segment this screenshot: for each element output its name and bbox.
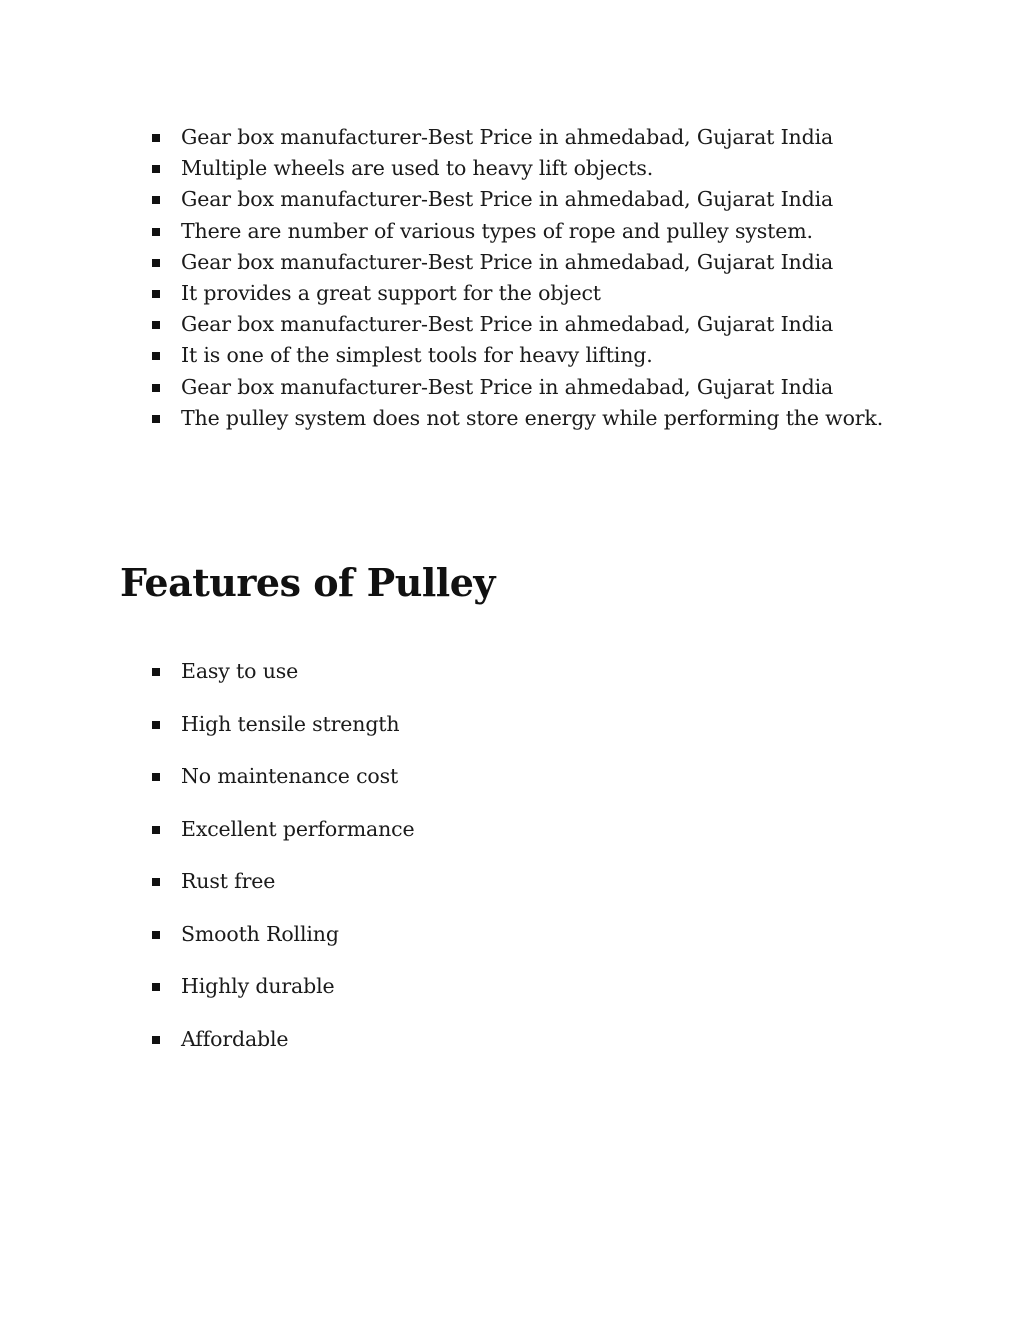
list-item-text: Gear box manufacturer-Best Price in ahmedabad, Gujarat India (181, 312, 834, 337)
square-bullet-icon (152, 352, 160, 360)
square-bullet-icon (152, 290, 160, 298)
feature-item (150, 919, 906, 950)
feature-item (150, 656, 906, 687)
square-bullet-icon (152, 228, 160, 236)
list-item-text: There are number of various types of rope and pulley system. (181, 218, 813, 243)
square-bullet-icon (152, 415, 160, 423)
intro-bullet-list (150, 122, 906, 434)
square-bullet-icon (152, 134, 160, 142)
feature-item (150, 761, 906, 792)
list-item-text: Gear box manufacturer-Best Price in ahmedabad, Gujarat India (181, 125, 834, 149)
feature-item (150, 971, 906, 1002)
feature-item-text: Highly durable (181, 974, 335, 998)
list-item-text: Gear box manufacturer-Best Price in ahmedabad, Gujarat India (181, 249, 834, 274)
list-item (150, 278, 906, 309)
square-bullet-icon (152, 196, 160, 204)
list-item-text: It is one of the simplest tools for heavy lifting. (181, 343, 653, 368)
list-item-text: Multiple wheels are used to heavy lift objects. (181, 156, 654, 181)
feature-item (150, 1024, 906, 1055)
square-bullet-icon (152, 321, 160, 329)
list-item-text: Gear box manufacturer-Best Price in ahmedabad, Gujarat India (181, 187, 834, 212)
square-bullet-icon (152, 165, 160, 173)
feature-item-text: Easy to use (181, 659, 299, 683)
list-item-text: The pulley system does not store energy while performing the work. (181, 405, 884, 430)
list-item (150, 403, 906, 434)
square-bullet-icon (152, 773, 160, 781)
section-heading: Features of Pulley (120, 560, 495, 605)
list-item (150, 372, 906, 403)
list-item (150, 247, 906, 278)
list-item-text: It provides a great support for the object (181, 281, 601, 306)
square-bullet-icon (152, 721, 160, 729)
feature-item-text: No maintenance cost (181, 764, 399, 788)
square-bullet-icon (152, 826, 160, 834)
square-bullet-icon (152, 259, 160, 267)
square-bullet-icon (152, 878, 160, 886)
list-item-text: Gear box manufacturer-Best Price in ahmedabad, Gujarat India (181, 374, 834, 399)
feature-item-text: High tensile strength (181, 711, 400, 736)
list-item (150, 122, 906, 153)
square-bullet-icon (152, 983, 160, 991)
list-item (150, 216, 906, 247)
square-bullet-icon (152, 384, 160, 392)
features-bullet-list (150, 656, 906, 1076)
feature-item-text: Excellent performance (181, 816, 415, 841)
list-item (150, 153, 906, 184)
feature-item (150, 709, 906, 740)
list-item (150, 309, 906, 340)
list-item (150, 184, 906, 215)
feature-item-text: Smooth Rolling (181, 921, 339, 946)
feature-item-text: Rust free (181, 869, 276, 893)
feature-item (150, 814, 906, 845)
feature-item-text: Affordable (181, 1026, 289, 1051)
feature-item (150, 866, 906, 897)
square-bullet-icon (152, 1036, 160, 1044)
square-bullet-icon (152, 668, 160, 676)
list-item (150, 340, 906, 371)
square-bullet-icon (152, 931, 160, 939)
